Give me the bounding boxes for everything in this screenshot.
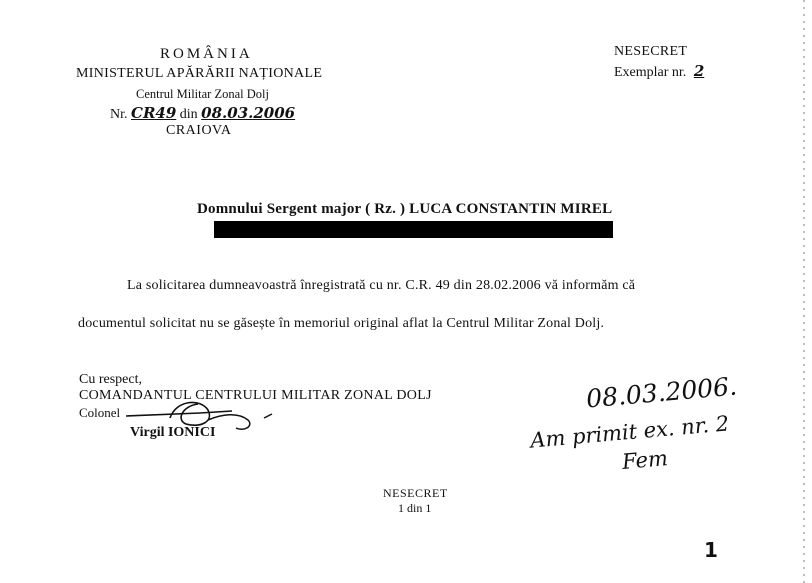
classification-label: NESECRET: [614, 44, 688, 59]
exemplar-number: 2: [693, 62, 705, 80]
addressee: Domnului Sergent major ( Rz. ) LUCA CONSTANTIN MIREL: [197, 201, 613, 217]
footer-classification: NESECRET: [383, 486, 448, 500]
country-heading: ROMÂNIA: [160, 46, 253, 62]
exemplar-line: [614, 62, 704, 81]
registration-line: [110, 104, 295, 123]
body-line-1: La solicitarea dumneavoastră înregistrată cu nr. C.R. 49 din 28.02.2006 vă informăm că: [127, 278, 636, 293]
nr-label: Nr.: [110, 107, 128, 122]
date-handwritten: 08.03.2006: [201, 104, 296, 122]
closing-formula: Cu respect,: [79, 372, 142, 387]
city-name: CRAIOVA: [166, 123, 232, 138]
signatory-name: Virgil IONICI: [130, 425, 216, 440]
signatory-title: COMANDANTUL CENTRULUI MILITAR ZONAL DOLJ: [79, 388, 432, 403]
page-count: 1 din 1: [398, 501, 432, 515]
exemplar-label: Exemplar nr.: [614, 65, 687, 80]
nr-handwritten: CR49: [131, 104, 177, 122]
handwritten-receipt: Am primit ex. nr. 2: [529, 411, 730, 453]
handwritten-date: 08.03.2006.: [585, 371, 739, 414]
handwritten-initials: Fem: [621, 446, 669, 474]
signatory-rank: Colonel: [79, 405, 121, 420]
ministry-heading: MINISTERUL APĂRĂRII NAȚIONALE: [76, 66, 323, 81]
unit-name: Centrul Militar Zonal Dolj: [136, 87, 269, 101]
redaction-bar: [214, 221, 613, 238]
date-label: din: [179, 107, 198, 122]
page-mark: 1: [704, 538, 718, 562]
body-line-2: documentul solicitat nu se găsește în memoriul original aflat la Centrul Militar Zonal Dolj.: [78, 316, 605, 331]
